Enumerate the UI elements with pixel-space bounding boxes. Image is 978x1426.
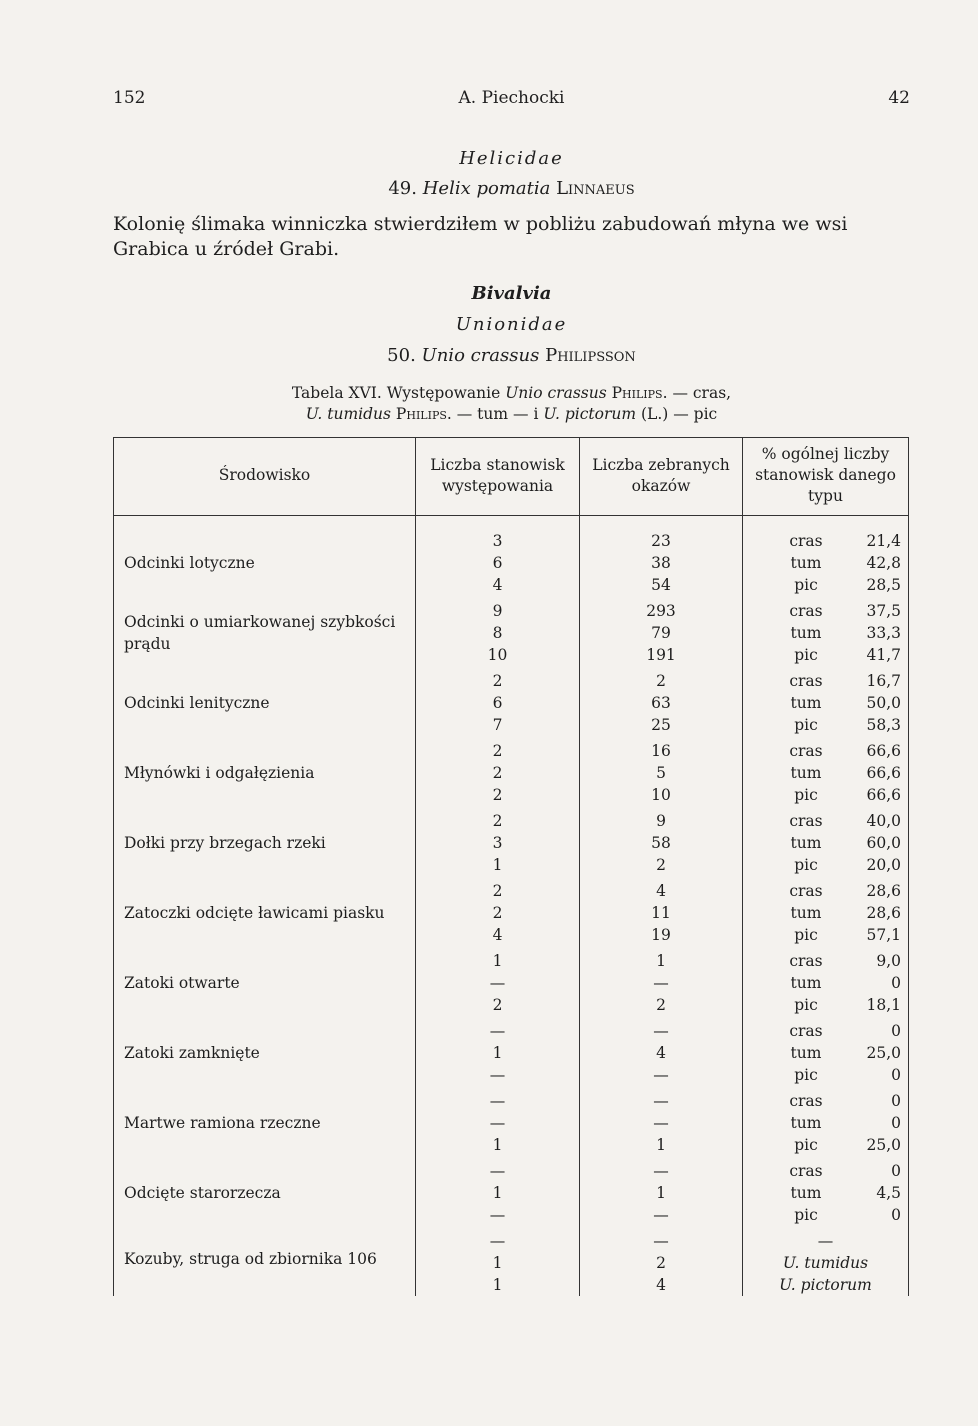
- table-row: [114, 1016, 909, 1086]
- environment-cell: [114, 596, 416, 666]
- sites-value: 4: [492, 926, 503, 944]
- table-row: [114, 876, 909, 946]
- percent-value: 42,8: [866, 554, 901, 572]
- sites-cell: [416, 1156, 580, 1226]
- environment-cell: [114, 736, 416, 806]
- specimens-value: 1: [656, 1184, 666, 1202]
- specimens-value: —: [653, 1162, 669, 1180]
- environment-cell: [114, 946, 416, 1016]
- environment-cell: [114, 876, 416, 946]
- sites-value: 2: [492, 882, 503, 900]
- caption-species-1: Unio crassus: [505, 384, 607, 402]
- sites-value: 10: [487, 646, 508, 664]
- percent-line: [743, 692, 908, 714]
- specimens-cell: [580, 596, 743, 666]
- percent-value: 33,3: [866, 624, 901, 642]
- percent-line: [743, 1090, 908, 1112]
- percent-line: [743, 670, 908, 692]
- species-code: pic: [794, 786, 818, 804]
- specimens-value: 293: [646, 602, 676, 620]
- specimens-value: 4: [656, 882, 666, 900]
- table-row: [114, 946, 909, 1016]
- specimens-value: 54: [651, 576, 671, 594]
- specimens-value: —: [653, 974, 669, 992]
- sites-cell: [416, 1226, 580, 1296]
- sites-cell: [416, 1016, 580, 1086]
- species-code: pic: [794, 1136, 818, 1154]
- percent-value: 21,4: [866, 532, 901, 550]
- species-code: tum: [790, 554, 822, 572]
- species-code: tum: [790, 624, 822, 642]
- sites-value: 4: [492, 576, 503, 594]
- environment-label: Zatoki zamknięte: [124, 1044, 260, 1062]
- percent-line: [743, 1134, 908, 1156]
- environment-label: Odcinki lotyczne: [124, 554, 255, 572]
- specimens-value: 9: [656, 812, 666, 830]
- sites-value: 1: [492, 1254, 503, 1272]
- species-name: U. pictorum: [779, 1276, 872, 1294]
- sites-value: —: [489, 1162, 506, 1180]
- sites-value: —: [489, 1232, 506, 1250]
- percent-value: 0: [891, 1206, 901, 1224]
- percent-value: 66,6: [866, 786, 901, 804]
- species-name: Helix pomatia: [422, 178, 551, 199]
- sites-cell: [416, 946, 580, 1016]
- percent-line: [743, 552, 908, 574]
- species-code: tum: [790, 1114, 822, 1132]
- percent-line: [743, 972, 908, 994]
- percent-value: 4,5: [876, 1184, 901, 1202]
- specimens-value: 2: [656, 1254, 666, 1272]
- environment-cell: [114, 1086, 416, 1156]
- specimens-value: 19: [651, 926, 671, 944]
- specimens-value: —: [653, 1114, 669, 1132]
- species-code: cras: [789, 882, 823, 900]
- table-caption: [113, 383, 910, 425]
- percent-value: 18,1: [866, 996, 901, 1014]
- header-sites: Liczba stanowisk występowania: [416, 438, 580, 516]
- specimens-value: 2: [656, 996, 666, 1014]
- specimens-value: 63: [651, 694, 671, 712]
- sites-cell: [416, 806, 580, 876]
- percent-value: 66,6: [866, 742, 901, 760]
- caption-prefix: Tabela XVI. Występowanie: [291, 384, 501, 402]
- table-row: [114, 666, 909, 736]
- specimens-cell: [580, 946, 743, 1016]
- specimens-cell: [580, 1016, 743, 1086]
- specimens-value: 4: [656, 1044, 666, 1062]
- percent-line: [743, 574, 908, 596]
- sites-value: 1: [492, 1044, 503, 1062]
- sites-cell: [416, 876, 580, 946]
- percent-dash: —: [817, 1232, 834, 1250]
- percent-cell: [743, 596, 909, 666]
- species-code: cras: [789, 1162, 823, 1180]
- percent-cell: [743, 666, 909, 736]
- percent-line: [743, 994, 908, 1016]
- percent-line: [743, 1112, 908, 1134]
- percent-line: [743, 1020, 908, 1042]
- caption-species-3: U. pictorum: [543, 405, 637, 423]
- sites-value: 1: [492, 1136, 503, 1154]
- specimens-value: 1: [656, 952, 666, 970]
- specimens-value: 4: [656, 1276, 666, 1294]
- specimens-value: —: [653, 1066, 669, 1084]
- species-number: 49.: [388, 178, 417, 199]
- sites-value: 1: [492, 1184, 503, 1202]
- sites-value: 1: [492, 952, 503, 970]
- percent-value: 0: [891, 1162, 901, 1180]
- percent-line: [743, 622, 908, 644]
- species-code: pic: [794, 716, 818, 734]
- percent-line: [743, 832, 908, 854]
- percent-value: 28,6: [866, 904, 901, 922]
- species-code: tum: [790, 1184, 822, 1202]
- caption-authority-1: Philips.: [611, 384, 668, 402]
- species-name: U. tumidus: [782, 1254, 869, 1272]
- percent-value: 25,0: [866, 1044, 901, 1062]
- sites-cell: [416, 530, 580, 596]
- percent-value: 41,7: [866, 646, 901, 664]
- species-number: 50.: [387, 345, 416, 366]
- author-name: A. Piechocki: [458, 88, 565, 108]
- specimens-value: 58: [651, 834, 671, 852]
- specimens-value: —: [653, 1206, 669, 1224]
- percent-value: 28,6: [866, 882, 901, 900]
- species-code: cras: [789, 1022, 823, 1040]
- percent-line: [743, 810, 908, 832]
- specimens-value: 2: [656, 672, 666, 690]
- percent-value: 0: [891, 1092, 901, 1110]
- species-authority: Linnaeus: [556, 178, 635, 199]
- body-paragraph: Kolonię ślimaka winniczka stwierdziłem w pobliżu zabudowań młyna we wsi Grabica u źródeł Grabi.: [113, 213, 848, 260]
- percent-value: 28,5: [866, 576, 901, 594]
- percent-value: 0: [891, 1114, 901, 1132]
- environment-cell: [114, 1226, 416, 1296]
- percent-cell: [743, 1156, 909, 1226]
- sites-cell: [416, 736, 580, 806]
- percent-line: [743, 1182, 908, 1204]
- issue-number: 42: [888, 88, 910, 108]
- sites-value: 2: [492, 672, 503, 690]
- running-header: [113, 88, 910, 112]
- species-code: pic: [794, 996, 818, 1014]
- sites-value: —: [489, 974, 506, 992]
- percent-value: 40,0: [866, 812, 901, 830]
- specimens-value: —: [653, 1092, 669, 1110]
- percent-value: 37,5: [866, 602, 901, 620]
- species-code: cras: [789, 1092, 823, 1110]
- caption-code-2: — tum — i: [456, 405, 539, 423]
- environment-label: Dołki przy brzegach rzeki: [124, 834, 326, 852]
- percent-line: [743, 924, 908, 946]
- specimens-value: 23: [651, 532, 671, 550]
- sites-value: 2: [492, 742, 503, 760]
- specimens-cell: [580, 806, 743, 876]
- percent-line: [743, 762, 908, 784]
- sites-cell: [416, 666, 580, 736]
- environment-cell: [114, 1156, 416, 1226]
- species-code: cras: [789, 602, 823, 620]
- species-code: tum: [790, 1044, 822, 1062]
- environment-cell: [114, 1016, 416, 1086]
- species-code: pic: [794, 926, 818, 944]
- sites-value: 7: [492, 716, 503, 734]
- caption-species-2: U. tumidus: [305, 405, 391, 423]
- sites-cell: [416, 596, 580, 666]
- specimens-value: 1: [656, 1136, 666, 1154]
- table-row-kozuby: [114, 1226, 909, 1296]
- percent-cell: [743, 1226, 909, 1296]
- sites-value: 8: [492, 624, 503, 642]
- species-authority: Philipsson: [545, 345, 636, 366]
- species-code: tum: [790, 834, 822, 852]
- percent-value: 0: [891, 1022, 901, 1040]
- percent-value: 20,0: [866, 856, 901, 874]
- sites-value: —: [489, 1022, 506, 1040]
- percent-line: [743, 1204, 908, 1226]
- species-code: cras: [789, 672, 823, 690]
- sites-value: 6: [492, 694, 503, 712]
- percent-value: 50,0: [866, 694, 901, 712]
- percent-line: [743, 950, 908, 972]
- environment-label: Odcinki lenityczne: [124, 694, 270, 712]
- specimens-value: 38: [651, 554, 671, 572]
- percent-cell: [743, 1016, 909, 1086]
- sites-value: 3: [492, 532, 503, 550]
- percent-cell: [743, 806, 909, 876]
- percent-value: 25,0: [866, 1136, 901, 1154]
- environment-label: Martwe ramiona rzeczne: [124, 1114, 321, 1132]
- species-code: cras: [789, 812, 823, 830]
- class-heading-bivalvia: Bivalvia: [471, 283, 552, 304]
- sites-value: —: [489, 1092, 506, 1110]
- species-code: tum: [790, 974, 822, 992]
- environment-cell: [114, 530, 416, 596]
- sites-value: 6: [492, 554, 503, 572]
- percent-cell: [743, 530, 909, 596]
- table-row: [114, 596, 909, 666]
- species-code: pic: [794, 646, 818, 664]
- table-body: [114, 516, 909, 1297]
- species-name: Unio crassus: [421, 345, 540, 366]
- caption-code-1: — cras,: [672, 384, 732, 402]
- environment-label: Odcięte starorzecza: [124, 1184, 281, 1202]
- specimens-value: 11: [651, 904, 671, 922]
- species-code: tum: [790, 764, 822, 782]
- species-code: cras: [789, 532, 823, 550]
- environment-label: Zatoczki odcięte ławicami piasku: [124, 904, 385, 922]
- environment-cell: [114, 666, 416, 736]
- sites-value: —: [489, 1206, 506, 1224]
- specimens-value: 25: [651, 716, 671, 734]
- environment-label: Odcinki o umiarkowanej szybkości prądu: [124, 613, 396, 653]
- percent-line: [743, 1064, 908, 1086]
- table-row: [114, 1156, 909, 1226]
- percent-line: [743, 644, 908, 666]
- spacer-row: [114, 516, 909, 531]
- table-row: [114, 530, 909, 596]
- percent-line: [743, 714, 908, 736]
- caption-authority-3: (L.) — pic: [641, 405, 718, 423]
- sites-value: 1: [492, 856, 503, 874]
- species-code: tum: [790, 694, 822, 712]
- specimens-cell: [580, 666, 743, 736]
- percent-cell: [743, 736, 909, 806]
- occurrence-table: [113, 437, 909, 1296]
- percent-value: 0: [891, 1066, 901, 1084]
- environment-cell: [114, 806, 416, 876]
- percent-line: [743, 530, 908, 552]
- percent-line: [743, 1042, 908, 1064]
- percent-value: 9,0: [876, 952, 901, 970]
- species-code: pic: [794, 1206, 818, 1224]
- specimens-value: 10: [651, 786, 671, 804]
- percent-line: [743, 880, 908, 902]
- species-heading-49: [113, 178, 910, 199]
- table-header-row: [114, 438, 909, 516]
- environment-label: Zatoki otwarte: [124, 974, 240, 992]
- specimens-cell: [580, 530, 743, 596]
- family-heading-unionidae: Unionidae: [455, 314, 568, 335]
- environment-label: Młynówki i odgałęzienia: [124, 764, 315, 782]
- species-code: tum: [790, 904, 822, 922]
- species-code: pic: [794, 576, 818, 594]
- specimens-cell: [580, 1156, 743, 1226]
- specimens-cell: [580, 876, 743, 946]
- sites-value: 3: [492, 834, 503, 852]
- sites-value: 2: [492, 904, 503, 922]
- sites-value: 2: [492, 786, 503, 804]
- percent-line: [743, 784, 908, 806]
- header-environment: Środowisko: [114, 438, 416, 516]
- sites-value: 2: [492, 996, 503, 1014]
- percent-line: [743, 854, 908, 876]
- species-code: cras: [789, 952, 823, 970]
- sites-value: 1: [492, 1276, 503, 1294]
- header-specimens: Liczba zebranych okazów: [580, 438, 743, 516]
- specimens-cell: [580, 1226, 743, 1296]
- percent-line: [743, 740, 908, 762]
- sites-value: —: [489, 1114, 506, 1132]
- sites-value: —: [489, 1066, 506, 1084]
- specimens-cell: [580, 1086, 743, 1156]
- percent-line: [743, 600, 908, 622]
- sites-value: 9: [492, 602, 503, 620]
- percent-value: 66,6: [866, 764, 901, 782]
- specimens-value: 5: [656, 764, 666, 782]
- percent-cell: [743, 946, 909, 1016]
- percent-value: 16,7: [866, 672, 901, 690]
- percent-line: [743, 902, 908, 924]
- species-code: pic: [794, 856, 818, 874]
- specimens-value: —: [653, 1022, 669, 1040]
- specimens-value: —: [653, 1232, 669, 1250]
- table-row: [114, 736, 909, 806]
- species-code: cras: [789, 742, 823, 760]
- percent-cell: [743, 876, 909, 946]
- sites-cell: [416, 1086, 580, 1156]
- family-heading-helicidae: Helicidae: [459, 148, 564, 169]
- header-percent: % ogólnej liczby stanowisk danego typu: [743, 438, 909, 516]
- environment-label: Kozuby, struga od zbiornika 106: [124, 1250, 377, 1268]
- specimens-value: 191: [646, 646, 676, 664]
- specimens-cell: [580, 736, 743, 806]
- percent-value: 58,3: [866, 716, 901, 734]
- sites-value: 2: [492, 764, 503, 782]
- percent-cell: [743, 1086, 909, 1156]
- specimens-value: 16: [651, 742, 671, 760]
- specimens-value: 2: [656, 856, 666, 874]
- species-heading-50: [113, 345, 910, 366]
- sites-value: 2: [492, 812, 503, 830]
- percent-value: 0: [891, 974, 901, 992]
- percent-value: 60,0: [866, 834, 901, 852]
- page-number: 152: [113, 88, 146, 108]
- percent-line: [743, 1160, 908, 1182]
- table-row: [114, 806, 909, 876]
- percent-value: 57,1: [866, 926, 901, 944]
- species-code: pic: [794, 1066, 818, 1084]
- caption-authority-2: Philips.: [395, 405, 452, 423]
- table-row: [114, 1086, 909, 1156]
- specimens-value: 79: [651, 624, 671, 642]
